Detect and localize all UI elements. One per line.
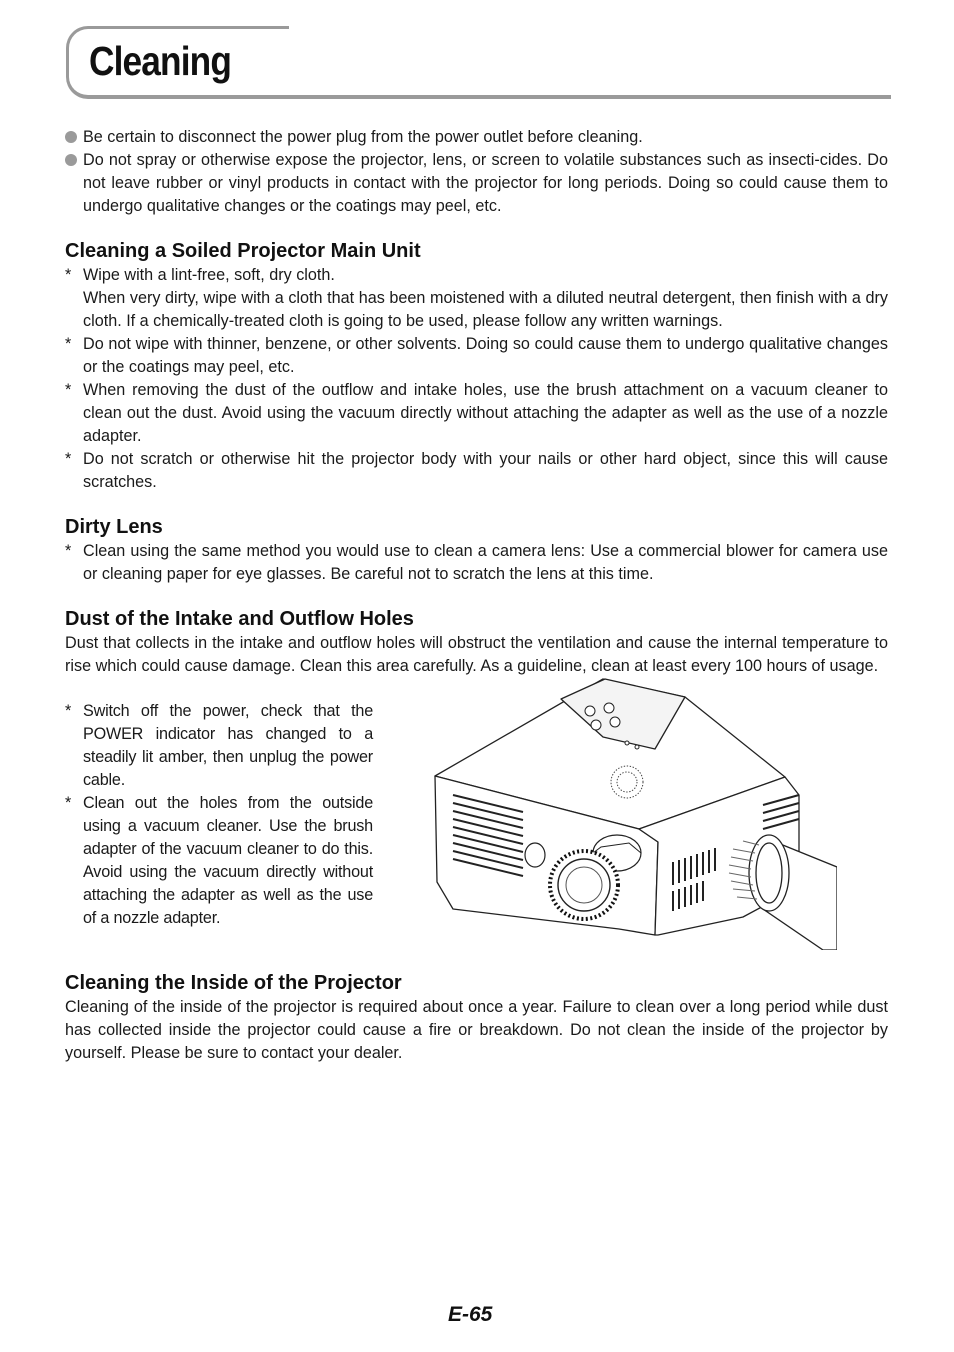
bullet-circle-icon (65, 154, 77, 166)
asterisk-marker: * (65, 542, 72, 560)
section-heading: Cleaning the Inside of the Projector (65, 972, 402, 994)
list-item: * Wipe with a lint-free, soft, dry cloth. When very dirty, wipe with a cloth that has been moistened with a diluted neutral detergent, then finish with a dry cloth. If a chemically-treated cloth is going to be used, please follow any written warnings. (65, 266, 888, 330)
asterisk-marker: * (65, 450, 72, 468)
section-body: Cleaning of the inside of the projector is required about once a year. Failure to clean over a long period while dust has collected inside the projector could cause a fire or breakdown. Do not clean the inside of the projector by yourself. Please be sure to contact your dealer. (65, 998, 888, 1062)
page-content (65, 126, 888, 1065)
section-heading: Dust of the Intake and Outflow Holes (65, 608, 414, 630)
list-item: * Switch off the power, check that the POWER indicator has changed to a steadily lit amber, then unplug the power cable. (65, 702, 373, 789)
list-item: * Clean out the holes from the outside using a vacuum cleaner. Use the brush adapter of the vacuum cleaner to do this. Avoid using the vacuum directly without attaching the adapter as well as the use of a nozzle adapter. (65, 794, 373, 927)
asterisk-marker: * (65, 702, 72, 720)
caution-item: Do not spray or otherwise expose the projector, lens, or screen to volatile substances such as insecti-cides. Do not leave rubber or vinyl products in contact with the projector for long periods. Doing so could cause them to undergo qualitative changes or the coatings may peel, etc. (65, 149, 888, 218)
asterisk-marker: * (65, 266, 72, 284)
caution-item: Be certain to disconnect the power plug from the power outlet before cleaning. (65, 126, 888, 149)
list-item: * Do not wipe with thinner, benzene, or other solvents. Doing so could cause them to undergo qualitative changes or the coatings may peel, etc. (65, 335, 888, 376)
list-item: * When removing the dust of the outflow and intake holes, use the brush attachment on a vacuum cleaner to clean out the dust. Avoid using the vacuum directly without attaching the adapter as well as the use of a nozzle adapter. (65, 381, 888, 445)
projector-vacuum-illustration (433, 677, 837, 950)
section-heading: Cleaning a Soiled Projector Main Unit (65, 240, 421, 262)
list-item: * Do not scratch or otherwise hit the projector body with your nails or other hard object, since this will cause scratches. (65, 450, 888, 491)
holes-steps (65, 700, 373, 930)
holes-instructions (65, 700, 888, 950)
bullet-circle-icon (65, 131, 77, 143)
asterisk-marker: * (65, 381, 72, 399)
section-heading: Dirty Lens (65, 516, 163, 538)
section-main-unit (65, 238, 888, 494)
page-number: E-65 (448, 1303, 493, 1326)
section-intro: Dust that collects in the intake and outflow holes will obstruct the ventilation and cause the internal temperature to rise which could cause damage. Clean this area carefully. As a guideline, clean at least every 100 hours of usage. (65, 634, 888, 675)
asterisk-marker: * (65, 335, 72, 353)
asterisk-marker: * (65, 794, 72, 812)
section-holes (65, 606, 888, 950)
section-lens (65, 514, 888, 586)
section-inside (65, 970, 888, 1065)
list-item: * Clean using the same method you would use to clean a camera lens: Use a commercial blower for camera use or cleaning paper for eye glasses. Be careful not to scratch the lens at this time. (65, 542, 888, 583)
page-title: Cleaning (89, 38, 232, 84)
